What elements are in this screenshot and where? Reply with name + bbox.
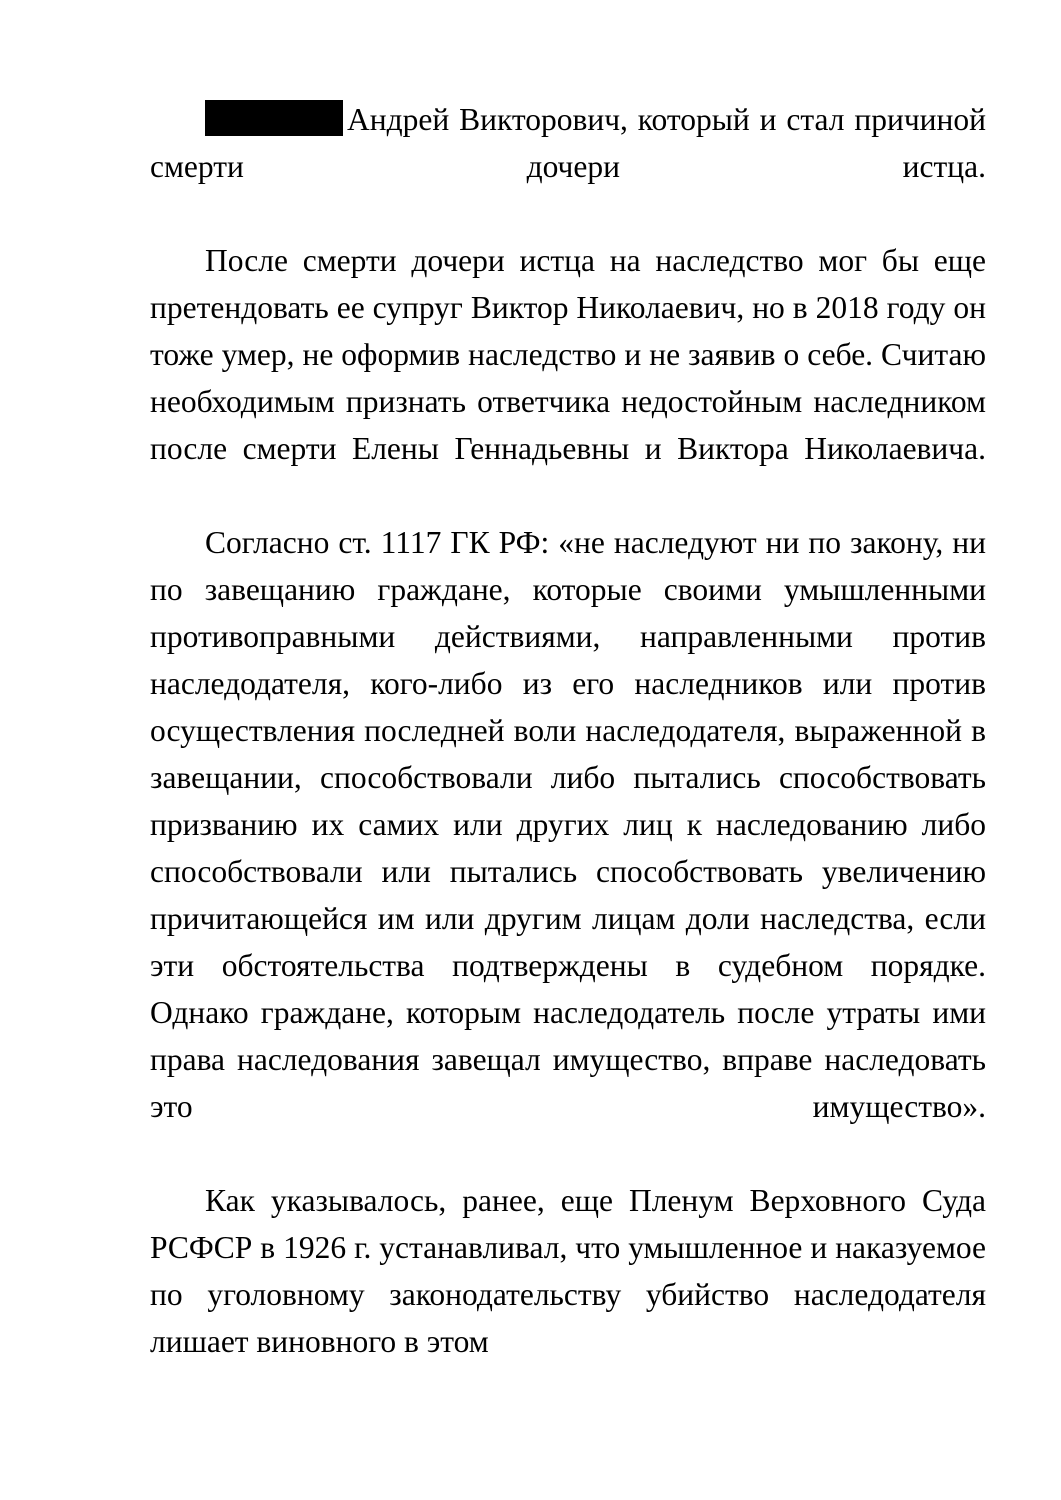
paragraph-2: После смерти дочери истца на наследство мог бы еще претендовать ее супруг Виктор Николаевич, но в 2018 году он тоже умер, не оформив наследство и не заявив о себе. Считаю необходимым признать ответчика недостойным наследником после смерти Елены Геннадьевны и Виктора Николаевича. (150, 243, 986, 466)
document-text-column (150, 96, 986, 1365)
paragraph-1 (150, 96, 986, 237)
paragraph-4: Как указывалось, ранее, еще Пленум Верховного Суда РСФСР в 1926 г. устанавливал, что умышленное и наказуемое по уголовному законодательству убийство наследодателя лишает виновного в этом (150, 1183, 986, 1359)
redaction-bar-icon (205, 100, 343, 136)
paragraph-1-text: Андрей Викторович, который и стал причиной смерти дочери истца. (150, 102, 986, 184)
paragraph-3: Согласно ст. 1117 ГК РФ: «не наследуют ни по закону, ни по завещанию граждане, которые своими умышленными противоправными действиями, направленными против наследодателя, кого-либо из его наследников или против осуществления последней воли наследодателя, выраженной в завещании, способствовали либо пытались способствовать призванию их самих или других лиц к наследованию либо способствовали или пытались способствовать увеличению причитающейся им или другим лицам доли наследства, если эти обстоятельства подтверждены в судебном порядке. Однако граждане, которым наследодатель после утраты ими права наследования завещал имущество, вправе наследовать это имущество». (150, 525, 986, 1124)
